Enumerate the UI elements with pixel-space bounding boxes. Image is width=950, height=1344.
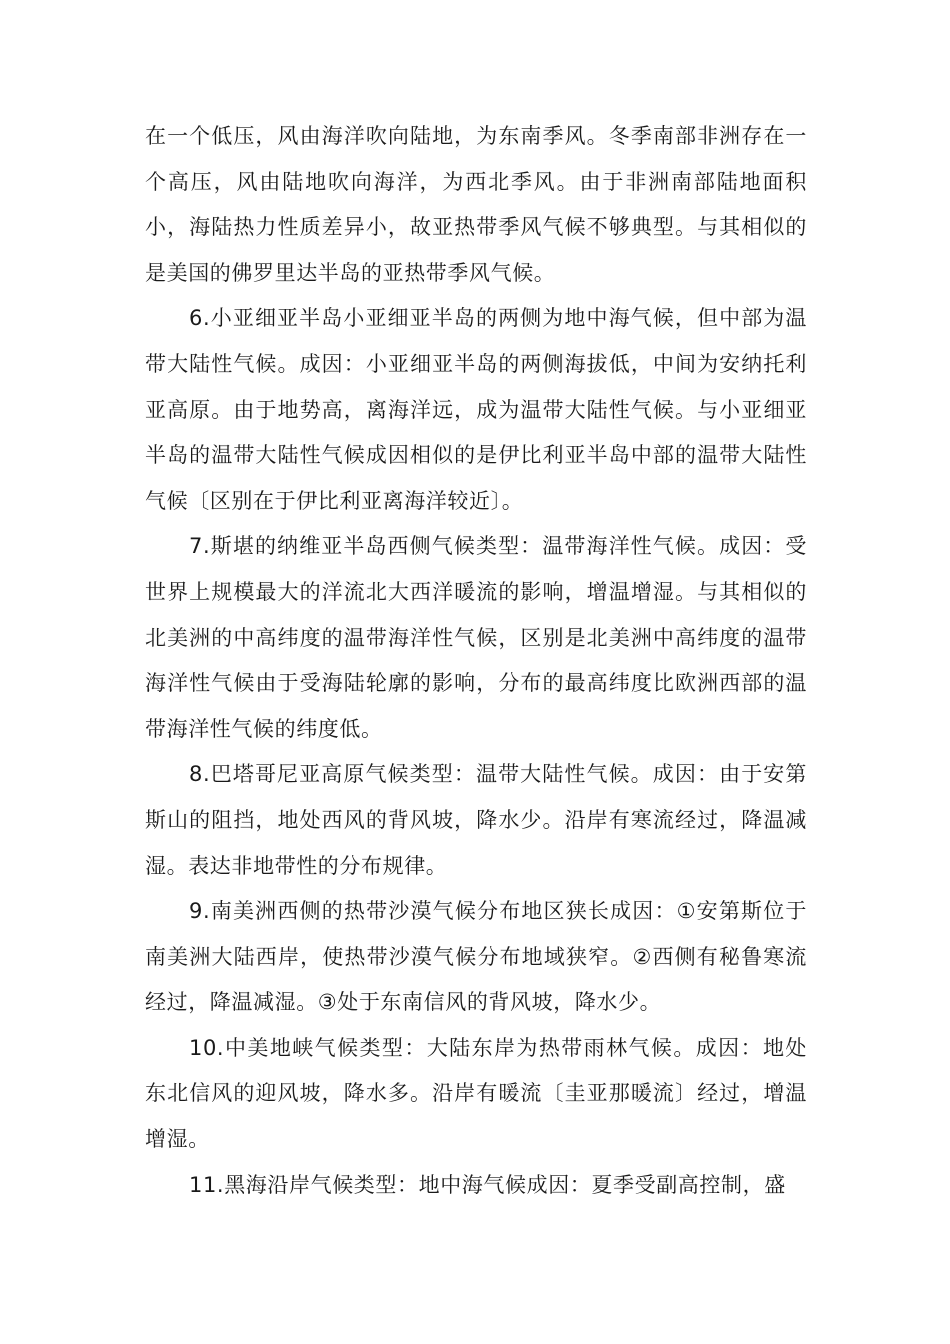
- paragraph-6-asia-minor: 6.小亚细亚半岛小亚细亚半岛的两侧为地中海气候，但中部为温带大陆性气候。成因：小亚细亚半岛的两侧海拔低，中间为安纳托利亚高原。由于地势高，离海洋远，成为温带大陆性气候。与小亚细亚半岛的温带大陆性气候成因相似的是伊比利亚半岛中部的温带大陆性气候〔区别在于伊比利亚离海洋较近〕。: [145, 306, 807, 513]
- paragraph-8-patagonia: 8.巴塔哥尼亚高原气候类型：温带大陆性气候。成因：由于安第斯山的阻挡，地处西风的背风坡，降水少。沿岸有寒流经过，降温减湿。表达非地带性的分布规律。: [145, 762, 807, 878]
- paragraph-10-central-america: 10.中美地峡气候类型：大陆东岸为热带雨林气候。成因：地处东北信风的迎风坡，降水多。沿岸有暖流〔圭亚那暖流〕经过，增温增湿。: [145, 1035, 807, 1152]
- paragraph-9-south-america-desert: 9.南美洲西侧的热带沙漠气候分布地区狭长成因：①安第斯位于南美洲大陆西岸，使热带沙漠气候分布地域狭窄。②西侧有秘鲁寒流经过，降温减湿。③处于东南信风的背风坡，降水少。: [145, 899, 807, 1015]
- paragraph-7-scandinavia: 7.斯堪的纳维亚半岛西侧气候类型：温带海洋性气候。成因：受世界上规模最大的洋流北大西洋暖流的影响，增温增湿。与其相似的北美洲的中高纬度的温带海洋性气候，区别是北美洲中高纬度的温带海洋性气候由于受海陆轮廓的影响，分布的最高纬度比欧洲西部的温带海洋性气候的纬度低。: [145, 534, 807, 741]
- document-body: [145, 114, 807, 1208]
- paragraph-monsoon-continuation: 在一个低压，风由海洋吹向陆地，为东南季风。冬季南部非洲存在一个高压，风由陆地吹向海洋，为西北季风。由于非洲南部陆地面积小，海陆热力性质差异小，故亚热带季风气候不够典型。与其相似的是美国的佛罗里达半岛的亚热带季风气候。: [145, 124, 807, 285]
- paragraph-11-black-sea: 11.黑海沿岸气候类型：地中海气候成因：夏季受副高控制，盛: [189, 1172, 786, 1197]
